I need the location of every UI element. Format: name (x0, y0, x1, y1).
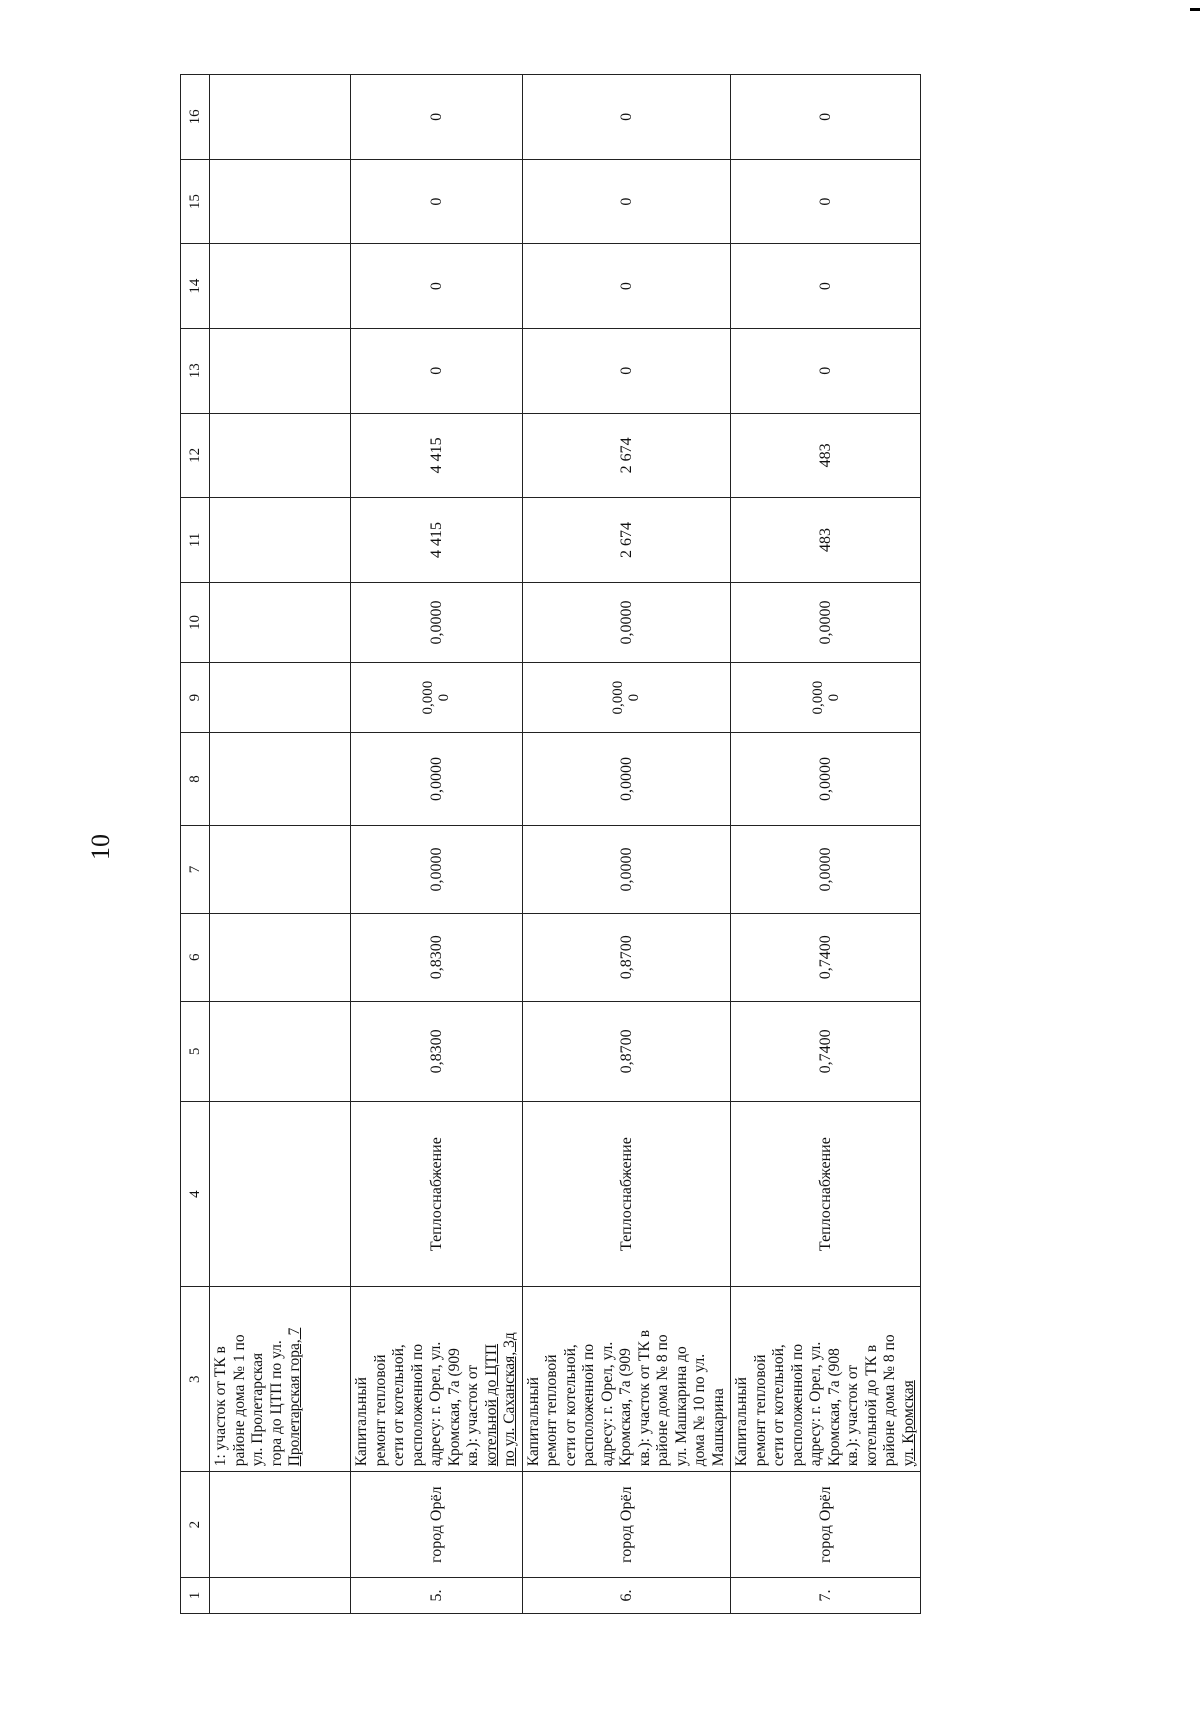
cell-empty (210, 913, 351, 1001)
cell-city: город Орёл (522, 1472, 731, 1578)
description-line: районе дома № 1 по (230, 1334, 248, 1467)
cell-c10: 0,0000 (522, 582, 731, 662)
cell-c11: 2 674 (522, 498, 731, 583)
cell-type: Теплоснабжение (731, 1102, 921, 1287)
description-line: адресу: г. Орел, ул. (807, 1341, 824, 1467)
cell-c16: 0 (731, 75, 921, 160)
description-line: Пролетарская гора, 7 (286, 1327, 303, 1467)
cell-c7: 0,0000 (731, 826, 921, 914)
cell-num: 7. (731, 1578, 921, 1614)
cell-description (351, 1287, 523, 1472)
cell-type: Теплоснабжение (351, 1102, 523, 1287)
cell-c9 (731, 663, 921, 733)
header-cell: 6 (181, 913, 210, 1001)
cell-c14: 0 (351, 244, 523, 329)
cell-c14: 0 (522, 244, 731, 329)
cell-empty (210, 498, 351, 583)
description-line: Кромская, 7а (908 (825, 1348, 843, 1467)
description-line: ул. Кромская (899, 1380, 917, 1467)
description-line: расположенной по (408, 1343, 426, 1467)
cell-type (210, 1102, 351, 1287)
description-line: кв.): участок от (464, 1364, 481, 1467)
page-number: 10 (86, 834, 115, 860)
cell-num: 6. (522, 1578, 731, 1614)
cell-c6: 0,8300 (351, 913, 523, 1001)
description-line: дома № 10 по ул. (691, 1353, 708, 1467)
description-line: ремонт тепловой (371, 1354, 389, 1467)
description-line: котельной до ТК в (862, 1344, 880, 1467)
cell-c10: 0,0000 (351, 582, 523, 662)
table-rotated-wrapper (180, 74, 917, 1614)
cell-c6: 0,7400 (731, 913, 921, 1001)
header-cell: 16 (181, 75, 210, 160)
header-row (181, 75, 210, 1614)
cell-empty (210, 1001, 351, 1101)
table-row (522, 75, 731, 1614)
cell-c14: 0 (731, 244, 921, 329)
description-line: районе дома № 8 по (654, 1334, 671, 1467)
cell-empty (210, 582, 351, 662)
header-cell: 14 (181, 244, 210, 329)
cell-num: 5. (351, 1578, 523, 1614)
cell-c5: 0,8700 (522, 1001, 731, 1101)
cell-c9-line: 0 (626, 693, 643, 702)
cell-empty (210, 75, 351, 160)
cell-c9-line: 0,000 (610, 680, 627, 715)
header-cell: 10 (181, 582, 210, 662)
cell-c9-line: 0,000 (809, 680, 826, 715)
cell-c13: 0 (522, 328, 731, 413)
description-line: ремонт тепловой (751, 1354, 769, 1467)
cell-c5: 0,8300 (351, 1001, 523, 1101)
cell-c7: 0,0000 (351, 826, 523, 914)
cell-empty (210, 826, 351, 914)
description-line: Кромская, 7а (909 (445, 1348, 463, 1467)
cell-c13: 0 (351, 328, 523, 413)
table-row (731, 75, 921, 1614)
description-line: кв.): участок от ТК в (635, 1329, 653, 1467)
cell-c12: 483 (731, 413, 921, 498)
cell-description (731, 1287, 921, 1472)
cell-c16: 0 (351, 75, 523, 160)
description-line: гора до ЦТП по ул. (267, 1340, 285, 1467)
cell-empty (210, 244, 351, 329)
cell-c11: 483 (731, 498, 921, 583)
header-cell: 11 (181, 498, 210, 583)
cell-c11: 4 415 (351, 498, 523, 583)
cell-empty (210, 413, 351, 498)
description-line: расположенной по (580, 1343, 597, 1467)
description-line: адресу: г. Орел, ул. (427, 1341, 444, 1467)
header-cell: 5 (181, 1001, 210, 1101)
description-line: ул. Пролетарская (249, 1352, 266, 1467)
cell-c9-line: 0 (825, 693, 842, 702)
cell-c9-line: 0,000 (420, 680, 437, 715)
cell-c15: 0 (731, 159, 921, 244)
header-cell: 3 (181, 1287, 210, 1472)
description-line: сети от котельной, (561, 1344, 579, 1467)
table-row (351, 75, 523, 1614)
cell-c10: 0,0000 (731, 582, 921, 662)
cell-description (522, 1287, 731, 1472)
description-line: Машкарина (709, 1388, 727, 1467)
description-line: сети от котельной, (770, 1344, 787, 1467)
cell-city: город Орёл (731, 1472, 921, 1578)
cell-c9 (351, 663, 523, 733)
header-cell: 1 (181, 1578, 210, 1614)
description-line: Капитальный (353, 1377, 370, 1467)
description-line: ул. Машкарина до (672, 1346, 690, 1467)
header-cell: 4 (181, 1102, 210, 1287)
description-line: Капитальный (524, 1377, 542, 1467)
header-cell: 9 (181, 663, 210, 733)
description-line: районе дома № 8 по (881, 1334, 898, 1467)
cell-empty (210, 328, 351, 413)
header-cell: 13 (181, 328, 210, 413)
description-line: 1: участок от ТК в (212, 1346, 229, 1467)
header-cell: 12 (181, 413, 210, 498)
description-line: Кромская, 7а (909 (617, 1348, 634, 1467)
description-line: расположенной по (788, 1343, 806, 1467)
cell-description (210, 1287, 351, 1472)
description-line: по ул. Саханская, 3д (501, 1332, 518, 1467)
cell-empty (210, 732, 351, 825)
data-table (180, 74, 921, 1614)
cell-c5: 0,7400 (731, 1001, 921, 1101)
cell-c12: 4 415 (351, 413, 523, 498)
cell-c8: 0,0000 (351, 732, 523, 825)
description-line: ремонт тепловой (543, 1354, 560, 1467)
cell-city (210, 1472, 351, 1578)
description-line: адресу: г. Орел, ул. (598, 1341, 616, 1467)
cell-empty (210, 159, 351, 244)
cell-city: город Орёл (351, 1472, 523, 1578)
cell-c15: 0 (522, 159, 731, 244)
cell-c15: 0 (351, 159, 523, 244)
description-line: сети от котельной, (390, 1344, 407, 1467)
description-line: Капитальный (733, 1377, 750, 1467)
header-cell: 8 (181, 732, 210, 825)
description-line: кв.): участок от (844, 1364, 861, 1467)
cell-c8: 0,0000 (522, 732, 731, 825)
description-line: котельной до ЦТП (482, 1343, 500, 1467)
header-cell: 15 (181, 159, 210, 244)
cell-c9 (522, 663, 731, 733)
edge-mark (1190, 8, 1200, 11)
cell-c13: 0 (731, 328, 921, 413)
cell-c8: 0,0000 (731, 732, 921, 825)
table-row-continuation (210, 75, 351, 1614)
cell-empty (210, 663, 351, 733)
cell-num (210, 1578, 351, 1614)
header-cell: 2 (181, 1472, 210, 1578)
cell-c7: 0,0000 (522, 826, 731, 914)
cell-c6: 0,8700 (522, 913, 731, 1001)
cell-c12: 2 674 (522, 413, 731, 498)
header-cell: 7 (181, 826, 210, 914)
cell-type: Теплоснабжение (522, 1102, 731, 1287)
cell-c9-line: 0 (436, 693, 453, 702)
cell-c16: 0 (522, 75, 731, 160)
